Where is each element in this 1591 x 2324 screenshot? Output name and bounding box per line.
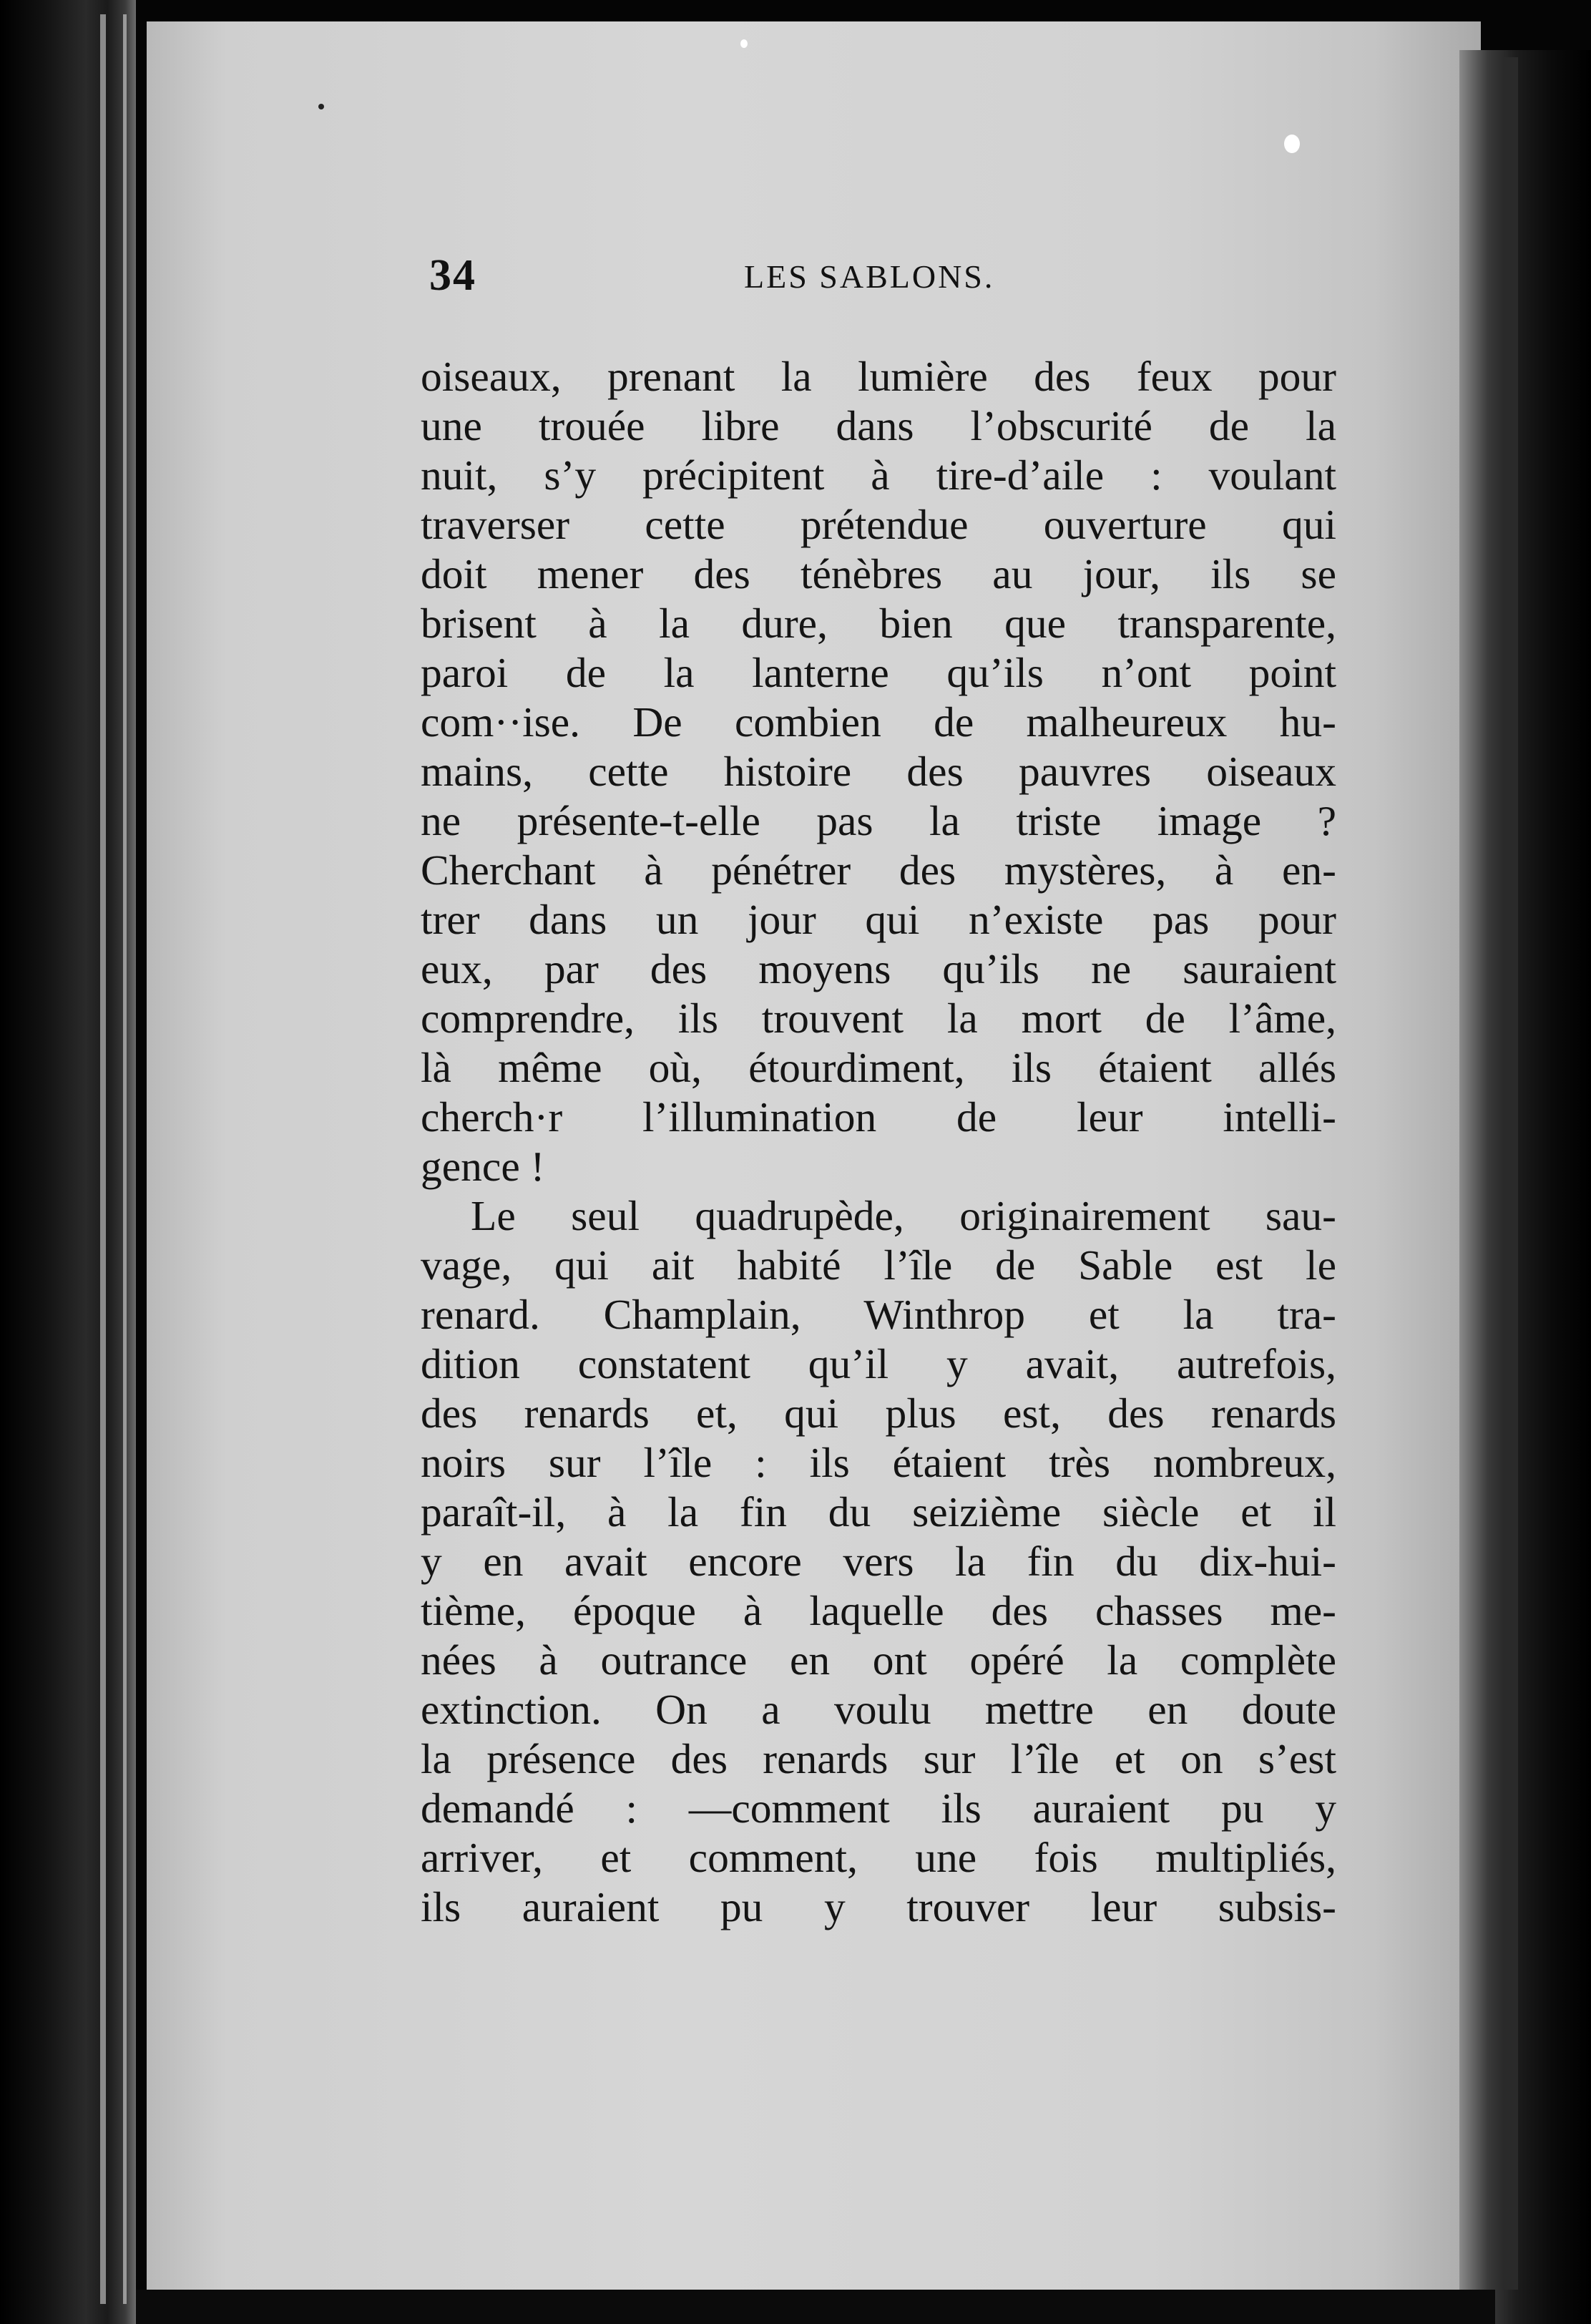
running-title: LES SABLONS. — [744, 258, 995, 295]
text-line: nées à outrance en ont opéré la complète — [421, 1636, 1336, 1684]
text-line: com··ise. De combien de malheureux hu- — [421, 698, 1336, 746]
text-line: ne présente-t-elle pas la triste image ? — [421, 797, 1336, 844]
text-line: une trouée libre dans l’obscurité de la — [421, 402, 1336, 449]
text-line: arriver, et comment, une fois multipliés, — [421, 1834, 1336, 1881]
paragraph-first-line: Le seul quadrupède, originairement sau- — [471, 1192, 1336, 1239]
text-line: dition constatent qu’il y avait, autrefois, — [421, 1340, 1336, 1387]
text-line: des renards et, qui plus est, des renards — [421, 1390, 1336, 1437]
page-header — [429, 250, 1345, 308]
body-text — [421, 352, 1336, 1932]
text-line: Cherchant à pénétrer des mystères, à en- — [421, 846, 1336, 894]
page-bottom-edge — [136, 2290, 1495, 2324]
page-right-shadow — [1459, 50, 1591, 2324]
text-line: eux, par des moyens qu’ils ne sauraient — [421, 945, 1336, 992]
text-line: extinction. On a voulu mettre en doute — [421, 1686, 1336, 1733]
text-line: paraît-il, à la fin du seizième siècle et il — [421, 1488, 1336, 1536]
text-line: nuit, s’y précipitent à tire-d’aile : voulant — [421, 451, 1336, 499]
text-line: comprendre, ils trouvent la mort de l’âme, — [421, 995, 1336, 1042]
text-line: vage, qui ait habité l’île de Sable est le — [421, 1241, 1336, 1289]
text-line: noirs sur l’île : ils étaient très nombreux, — [421, 1439, 1336, 1486]
text-line: tième, époque à laquelle des chasses me- — [421, 1587, 1336, 1634]
binding-edge-line — [123, 14, 127, 2304]
text-line: trer dans un jour qui n’existe pas pour — [421, 896, 1336, 943]
text-line: doit mener des ténèbres au jour, ils se — [421, 550, 1336, 597]
text-line: là même où, étourdiment, ils étaient allés — [421, 1044, 1336, 1091]
binding-edge-line — [100, 14, 106, 2304]
text-line: renard. Champlain, Winthrop et la tra- — [421, 1291, 1336, 1338]
text-line: y en avait encore vers la fin du dix-hui- — [421, 1538, 1336, 1585]
text-line: mains, cette histoire des pauvres oiseaux — [421, 748, 1336, 795]
book-binding-left — [0, 0, 136, 2324]
text-line: traverser cette prétendue ouverture qui — [421, 501, 1336, 548]
text-line: paroi de la lanterne qu’ils n’ont point — [421, 649, 1336, 696]
text-line: cherch·r l’illumination de leur intelli- — [421, 1093, 1336, 1141]
text-line: demandé : —comment ils auraient pu y — [421, 1784, 1336, 1832]
right-edge-line — [1502, 57, 1518, 2290]
text-line: ils auraient pu y trouver leur subsis- — [421, 1883, 1336, 1930]
text-line: oiseaux, prenant la lumière des feux pour — [421, 353, 1336, 400]
paragraph-end-line: gence ! — [421, 1143, 545, 1190]
text-line: brisent à la dure, bien que transparente, — [421, 600, 1336, 647]
page-number: 34 — [429, 251, 476, 300]
text-line: la présence des renards sur l’île et on s’est — [421, 1735, 1336, 1782]
